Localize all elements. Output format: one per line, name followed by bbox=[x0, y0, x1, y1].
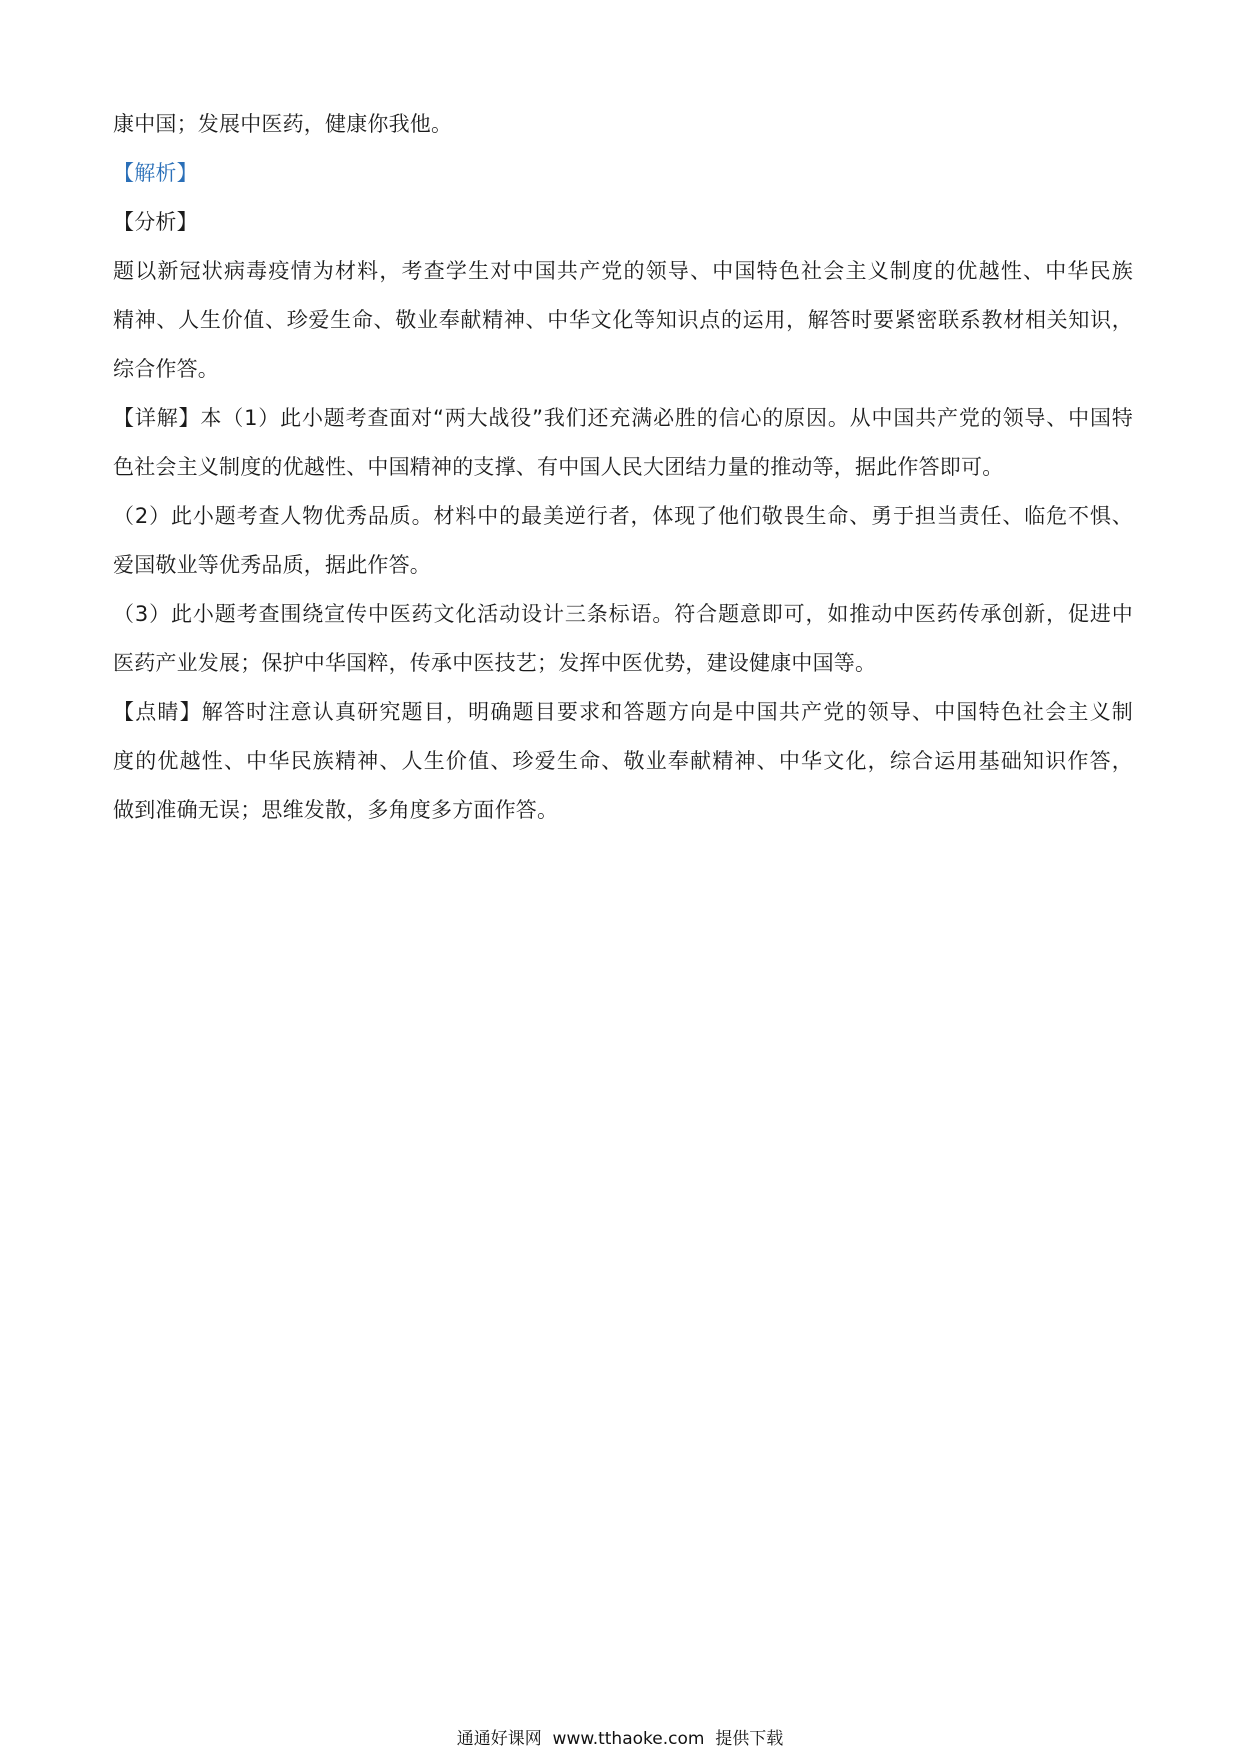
tip-paragraph-line-2: 度的优越性、中华民族精神、人生价值、珍爱生命、敬业奉献精神、中华文化，综合运用基础知识作答， bbox=[113, 749, 1133, 773]
analysis-paragraph-line-3: 综合作答。 bbox=[113, 357, 219, 381]
analysis-paragraph-line-2: 精神、人生价值、珍爱生命、敬业奉献精神、中华文化等知识点的运用，解答时要紧密联系教材相关知识， bbox=[113, 308, 1133, 332]
answer-continuation-line: 康中国；发展中医药，健康你我他。 bbox=[113, 112, 453, 136]
question-3-line-1: （3）此小题考查围绕宣传中医药文化活动设计三条标语。符合题意即可，如推动中医药传承创新，促进中 bbox=[113, 602, 1133, 626]
page-footer-watermark: 通通好课网 www.tthaoke.com 提供下载 bbox=[456, 1729, 784, 1749]
detail-paragraph-line-1: 【详解】本（1）此小题考查面对“两大战役”我们还充满必胜的信心的原因。从中国共产党的领导、中国特 bbox=[113, 406, 1133, 430]
question-2-line-1: （2）此小题考查人物优秀品质。材料中的最美逆行者，体现了他们敬畏生命、勇于担当责任、临危不惧、 bbox=[113, 504, 1133, 528]
tip-paragraph-line-1: 【点睛】解答时注意认真研究题目，明确题目要求和答题方向是中国共产党的领导、中国特色社会主义制 bbox=[113, 700, 1133, 724]
detail-paragraph-line-2: 色社会主义制度的优越性、中国精神的支撑、有中国人民大团结力量的推动等，据此作答即可。 bbox=[113, 455, 1004, 479]
tip-paragraph-line-3: 做到准确无误；思维发散，多角度多方面作答。 bbox=[113, 798, 559, 822]
analysis-heading: 【解析】 bbox=[113, 161, 198, 185]
fenxi-heading: 【分析】 bbox=[113, 210, 198, 234]
question-2-line-2: 爱国敬业等优秀品质，据此作答。 bbox=[113, 553, 431, 577]
question-3-line-2: 医药产业发展；保护中华国粹，传承中医技艺；发挥中医优势，建设健康中国等。 bbox=[113, 651, 877, 675]
analysis-paragraph-line-1: 题以新冠状病毒疫情为材料，考查学生对中国共产党的领导、中国特色社会主义制度的优越性、中华民族 bbox=[113, 259, 1133, 283]
document-body bbox=[113, 100, 1133, 835]
